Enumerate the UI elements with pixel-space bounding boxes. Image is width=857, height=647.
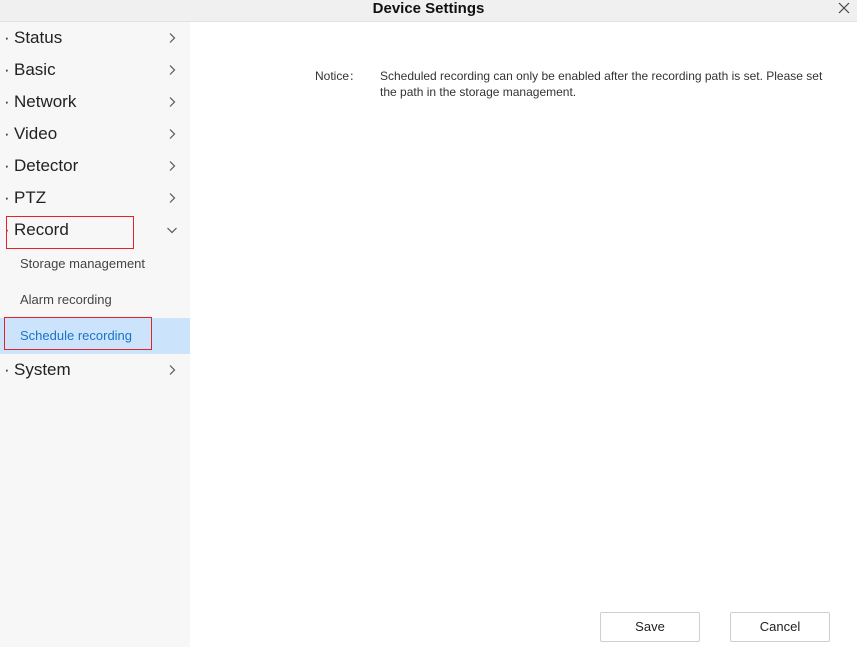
window-title: Device Settings — [372, 0, 485, 17]
close-icon[interactable] — [835, 0, 853, 16]
main-content — [190, 22, 857, 647]
sidebar-item-label: System — [14, 360, 71, 379]
sidebar-item-label: Record — [14, 220, 69, 239]
sidebar-subitem-label: Alarm recording — [20, 292, 112, 307]
sidebar-subitem-alarm-recording[interactable] — [0, 282, 190, 318]
cancel-button[interactable]: Cancel — [730, 612, 830, 642]
chevron-right-icon — [166, 96, 178, 108]
notice-text: Scheduled recording can only be enabled after the recording path is set. Please set the path in the storage management. — [380, 69, 823, 99]
notice-label: Notice： — [315, 69, 362, 83]
bullet: · — [4, 220, 10, 239]
sidebar-item-label: Status — [14, 28, 63, 47]
sidebar-subitem-storage-management[interactable] — [0, 246, 190, 282]
sidebar-item-label: Detector — [14, 156, 79, 175]
sidebar-item-label: Video — [14, 124, 58, 143]
sidebar-subitem-label: Schedule recording — [20, 328, 133, 343]
bullet: · — [4, 188, 10, 207]
sidebar-item-label: Basic — [14, 60, 56, 79]
chevron-right-icon — [166, 32, 178, 44]
bullet: · — [4, 92, 10, 111]
sidebar-item-video[interactable] — [0, 118, 190, 150]
sidebar-subitem-label: Storage management — [20, 256, 146, 271]
title-bar — [0, 0, 857, 22]
bullet: · — [4, 60, 10, 79]
chevron-down-icon — [166, 224, 178, 236]
sidebar-item-record[interactable] — [0, 214, 190, 246]
bullet: · — [4, 28, 10, 47]
sidebar-item-label: Network — [14, 92, 77, 111]
sidebar — [0, 22, 190, 647]
chevron-right-icon — [166, 160, 178, 172]
sidebar-item-label: PTZ — [14, 188, 47, 207]
sidebar-item-basic[interactable] — [0, 54, 190, 86]
bullet: · — [4, 156, 10, 175]
sidebar-item-system[interactable] — [0, 354, 190, 386]
chevron-right-icon — [166, 364, 178, 376]
chevron-right-icon — [166, 64, 178, 76]
bullet: · — [4, 360, 10, 379]
bullet: · — [4, 124, 10, 143]
sidebar-item-detector[interactable] — [0, 150, 190, 182]
sidebar-item-status[interactable] — [0, 22, 190, 54]
chevron-right-icon — [166, 192, 178, 204]
sidebar-subitem-schedule-recording[interactable] — [0, 318, 190, 354]
chevron-right-icon — [166, 128, 178, 140]
save-button[interactable]: Save — [600, 612, 700, 642]
sidebar-item-ptz[interactable] — [0, 182, 190, 214]
sidebar-item-network[interactable] — [0, 86, 190, 118]
